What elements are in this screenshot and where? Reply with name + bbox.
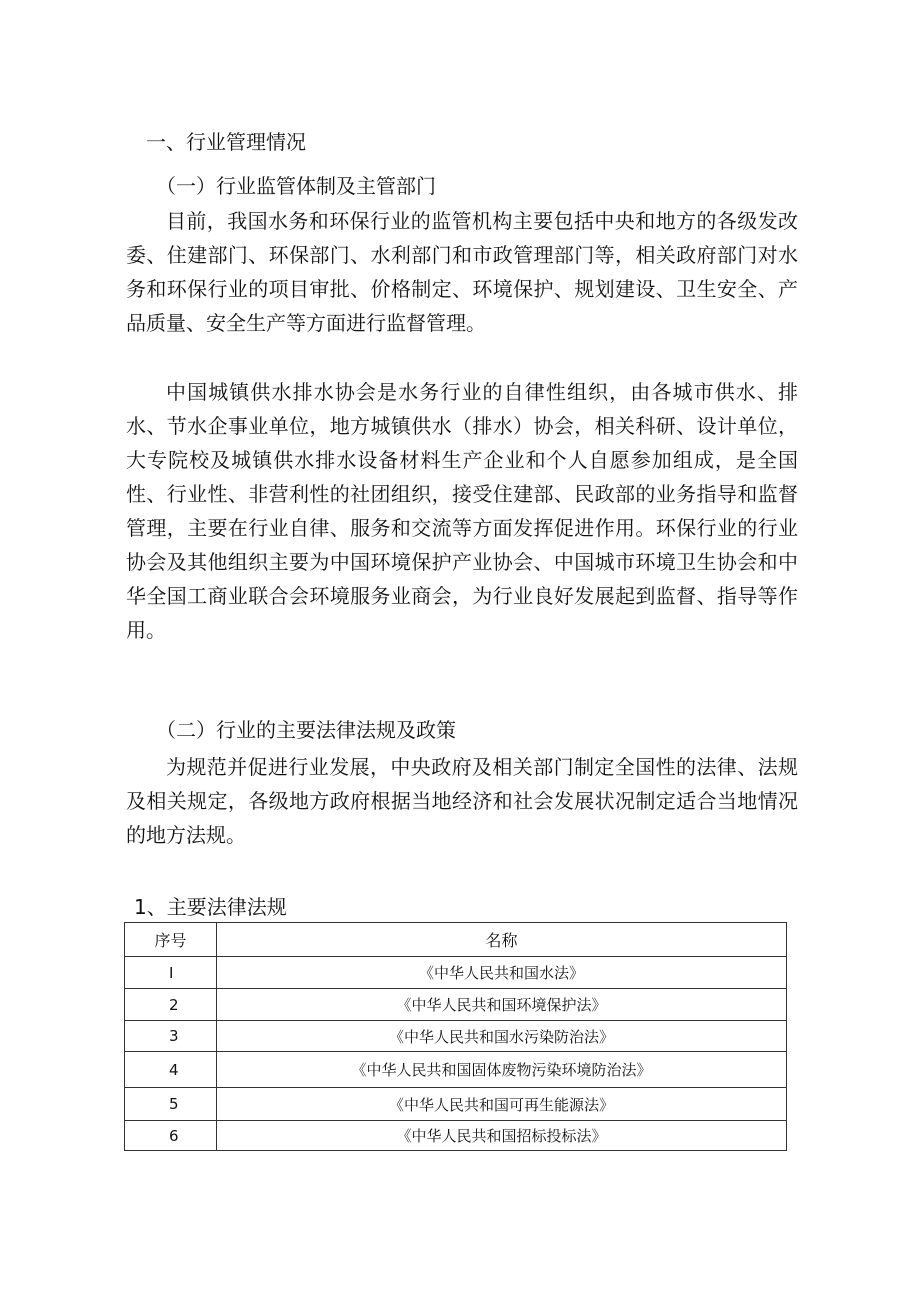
table-row — [125, 1052, 787, 1088]
heading-industry-management: 一、行业管理情况 — [146, 130, 306, 154]
table-row — [125, 957, 787, 989]
row-number: 3 — [125, 1021, 217, 1052]
row-law-name: 《中华人民共和国固体废物污染环境防治法》 — [217, 1052, 787, 1088]
row-number: I — [125, 957, 217, 989]
row-number: 6 — [125, 1121, 217, 1151]
table-row — [125, 1021, 787, 1052]
column-header-number: 序号 — [125, 923, 217, 957]
row-number: 2 — [125, 989, 217, 1021]
table-header-row — [125, 923, 787, 957]
row-law-name: 《中华人民共和国可再生能源法》 — [217, 1088, 787, 1121]
heading-laws-and-policies: （二）行业的主要法律法规及政策 — [156, 718, 456, 742]
laws-table — [124, 922, 787, 1151]
heading-main-laws: 1、主要法律法规 — [134, 895, 287, 919]
table-row — [125, 989, 787, 1021]
paragraph-water-association: 中国城镇供水排水协会是水务行业的自律性组织，由各城市供水、排水、节水企事业单位，地方城镇供水（排水）协会，相关科研、设计单位，大专院校及城镇供水排水设备材料生产企业和个人自愿参加组成，是全国性、行业性、非营利性的社团组织，接受住建部、民政部的业务指导和监督管理，主要在行业自律、服务和交流等方面发挥促进作用。环保行业的行业协会及其他组织主要为中国环境保护产业协会、中国城市环境卫生协会和中华全国工商业联合会环境服务业商会，为行业良好发展起到监督、指导等作用。 — [126, 380, 798, 642]
table-row — [125, 1088, 787, 1121]
heading-regulatory-system: （一）行业监管体制及主管部门 — [156, 174, 436, 198]
row-number: 5 — [125, 1088, 217, 1121]
paragraph-laws-intro: 为规范并促进行业发展，中央政府及相关部门制定全国性的法律、法规及相关规定，各级地方政府根据当地经济和社会发展状况制定适合当地情况的地方法规。 — [126, 755, 798, 847]
row-law-name: 《中华人民共和国水法》 — [217, 957, 787, 989]
row-law-name: 《中华人民共和国环境保护法》 — [217, 989, 787, 1021]
row-number: 4 — [125, 1052, 217, 1088]
column-header-name: 名称 — [217, 923, 787, 957]
row-law-name: 《中华人民共和国水污染防治法》 — [217, 1021, 787, 1052]
paragraph-regulators: 目前，我国水务和环保行业的监管机构主要包括中央和地方的各级发改委、住建部门、环保部门、水利部门和市政管理部门等，相关政府部门对水务和环保行业的项目审批、价格制定、环境保护、规划建设、卫生安全、产品质量、安全生产等方面进行监督管理。 — [126, 209, 798, 335]
table-row — [125, 1121, 787, 1151]
row-law-name: 《中华人民共和国招标投标法》 — [217, 1121, 787, 1151]
